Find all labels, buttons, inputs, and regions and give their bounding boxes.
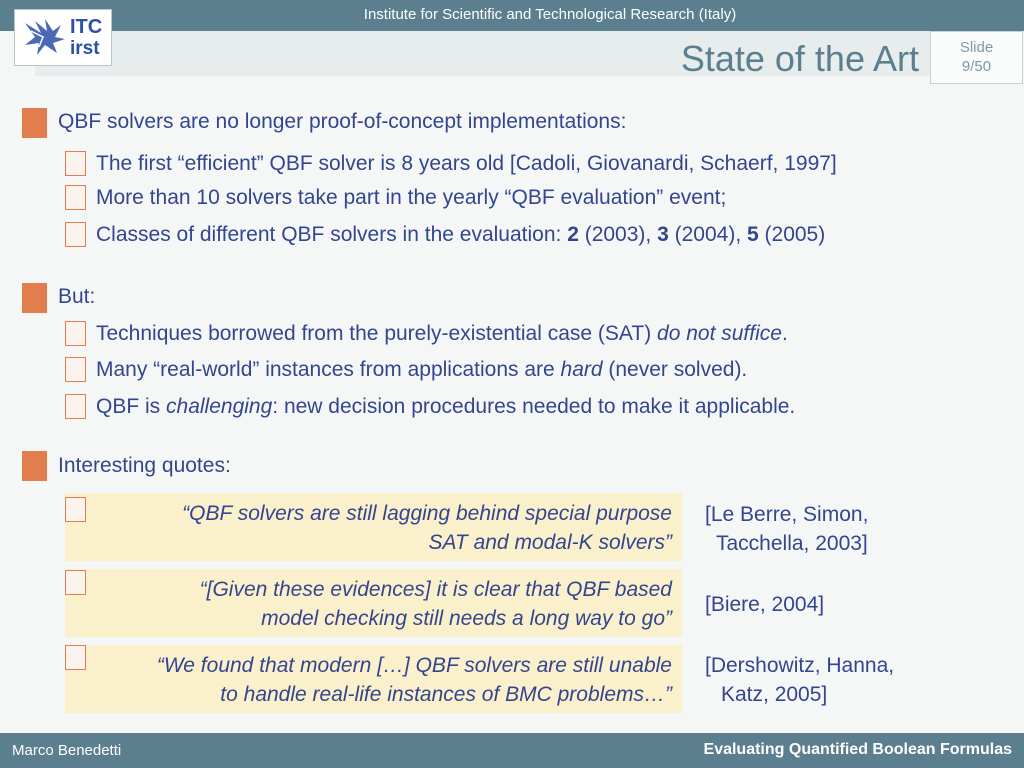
citation-line: [Le Berre, Simon, — [705, 503, 869, 526]
citation-line: Tacchella, 2003] — [716, 532, 868, 555]
quote-box — [65, 493, 682, 561]
section-bullet-icon — [22, 108, 47, 138]
section-bullet-icon — [22, 283, 47, 313]
sub-bullet-icon — [65, 570, 86, 595]
quote-box — [65, 645, 682, 713]
logo-text-itc: ITC — [70, 16, 103, 38]
slide-counter-label: Slide — [959, 39, 994, 56]
footer-talk-title: Evaluating Quantified Boolean Formulas — [703, 741, 1012, 758]
section-bullet-icon — [22, 451, 47, 481]
header-bar — [0, 0, 1024, 31]
emphasis: do not suffice — [657, 322, 782, 345]
citation-line: [Dershowitz, Hanna, — [705, 654, 895, 677]
emphasis: hard — [560, 358, 603, 381]
section-heading: But: — [58, 285, 96, 308]
quote-mark: ” — [665, 531, 672, 554]
section-heading: QBF solvers are no longer proof-of-concept implementations: — [58, 110, 627, 133]
sub-bullet-icon — [65, 151, 86, 176]
quote-text — [200, 575, 672, 633]
count-2003: 2 — [567, 223, 579, 246]
list-item — [96, 322, 788, 346]
quote-line-text: QBF solvers are still lagging behind special purpose — [189, 502, 672, 525]
eagle-logo-icon — [21, 17, 67, 57]
footer-bar — [0, 733, 1024, 768]
year-2003: (2003), — [578, 223, 658, 246]
item-text: : new decision procedures needed to make it applicable. — [272, 395, 796, 418]
item-text: Techniques borrowed from the purely-existential case (SAT) — [96, 322, 658, 345]
count-2004: 3 — [657, 223, 669, 246]
quote-line: “[Given these evidences] it is clear that QBF based — [199, 578, 672, 601]
count-2005: 5 — [747, 223, 759, 246]
quote-mark: “ — [182, 502, 190, 525]
citation — [705, 590, 824, 619]
item-text: Classes of different QBF solvers in the evaluation: — [96, 223, 568, 246]
list-item: The first “efficient” QBF solver is 8 years old [Cadoli, Giovanardi, Schaerf, 1997] — [96, 152, 837, 175]
slide-title: State of the Art — [680, 38, 919, 79]
year-2005: (2005) — [758, 223, 826, 246]
sub-bullet-icon — [65, 394, 86, 419]
sub-bullet-icon — [65, 222, 86, 247]
citation — [705, 651, 894, 709]
item-text: . — [781, 322, 788, 345]
sub-bullet-icon — [65, 321, 86, 346]
slide-counter — [930, 31, 1023, 84]
list-item — [96, 223, 825, 247]
footer-author: Marco Benedetti — [12, 742, 122, 759]
section-heading: Interesting quotes: — [58, 454, 231, 477]
quote-line — [182, 528, 672, 557]
list-item — [96, 358, 747, 382]
sub-bullet-icon — [65, 357, 86, 382]
list-item — [96, 395, 795, 419]
institute-name: Institute for Scientific and Technological Research (Italy) — [363, 6, 737, 23]
quote-text — [182, 499, 672, 557]
quote-line — [182, 499, 672, 528]
quote-line: “We found that modern […] QBF solvers are still unable — [156, 654, 672, 677]
sub-bullet-icon — [65, 185, 86, 210]
citation-line: [Biere, 2004] — [705, 593, 825, 616]
year-2004: (2004), — [668, 223, 747, 246]
logo-text-irst: irst — [70, 38, 100, 59]
emphasis: challenging — [166, 395, 273, 418]
citation — [705, 500, 868, 558]
quote-line: model checking still needs a long way to go” — [261, 607, 672, 630]
item-text: (never solved). — [602, 358, 748, 381]
quote-line-text: SAT and modal-K solvers — [428, 531, 665, 554]
item-text: Many “real-world” instances from applications are — [96, 358, 561, 381]
itc-irst-logo — [14, 9, 112, 66]
item-text: QBF is — [96, 395, 167, 418]
sub-bullet-icon — [65, 497, 86, 522]
quote-box — [65, 569, 682, 637]
citation-line: Katz, 2005] — [721, 683, 828, 706]
quote-line: to handle real-life instances of BMC problems…” — [220, 683, 672, 706]
slide-counter-value: 9/50 — [961, 58, 992, 75]
quote-text — [157, 651, 672, 709]
list-item: More than 10 solvers take part in the yearly “QBF evaluation” event; — [96, 186, 727, 209]
sub-bullet-icon — [65, 645, 86, 670]
